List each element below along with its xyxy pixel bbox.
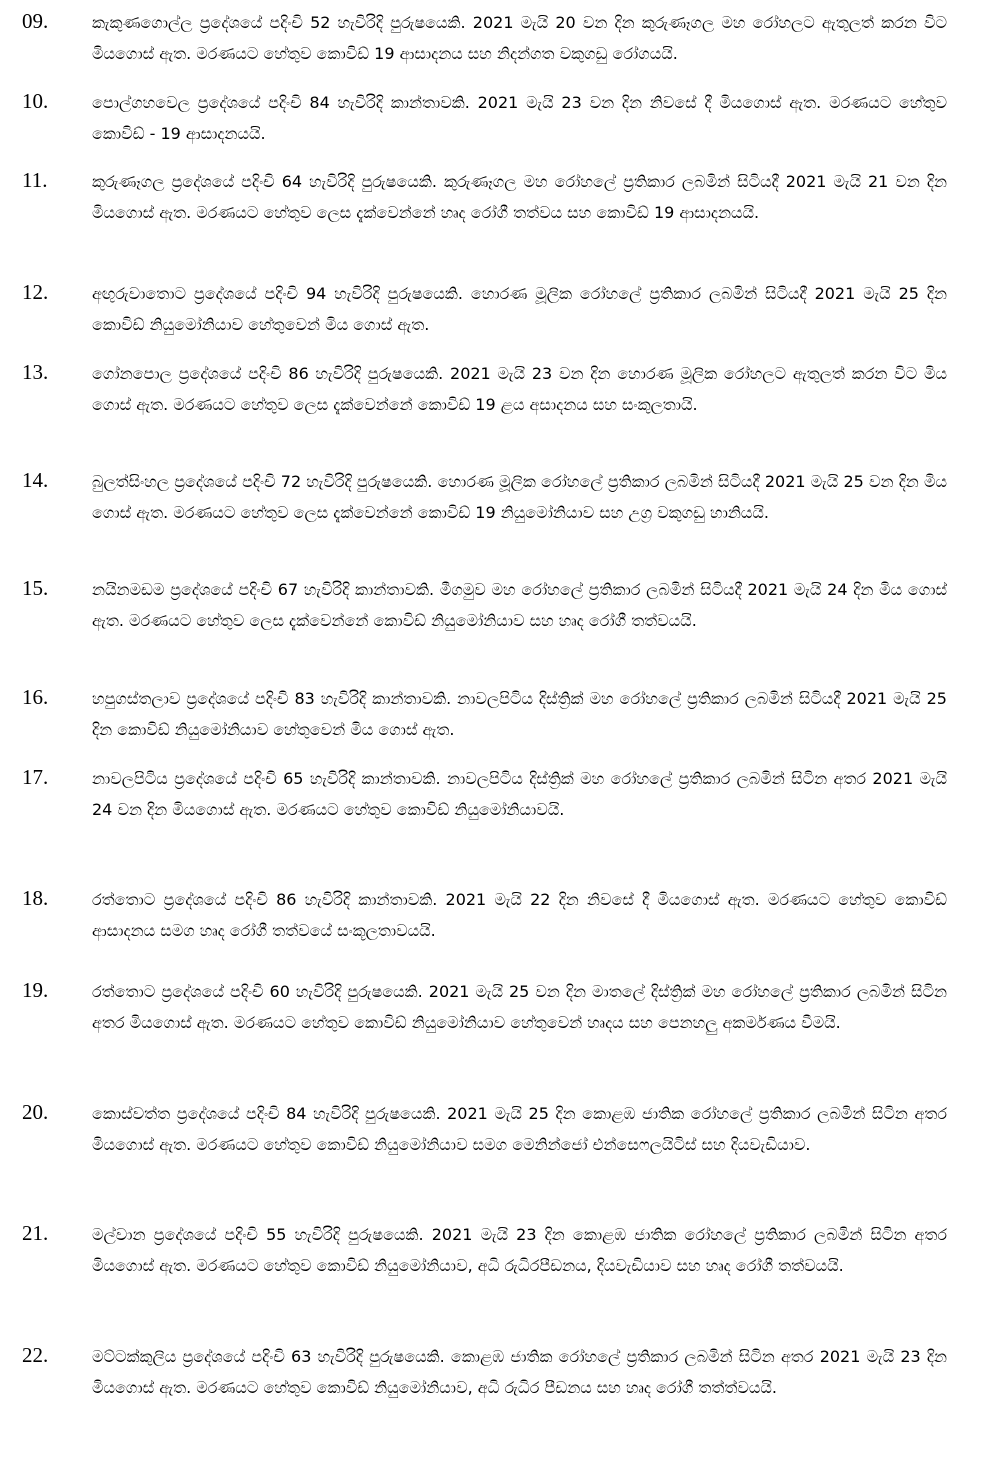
item-text: පොල්ගහවෙල ප්‍රදේශයේ පදිංචි 84 හැවිරිදි කාන්තාවකි. 2021 මැයි 23 වන දින නිවසේ දී මියගොස් ඇත. මරණයට හේතුව කොවිඩ් - 19 ආසාදනයයි. <box>92 93 947 143</box>
item-text: නයිනමඩම ප්‍රදේශයේ පදිංචි 67 හැවිරිදි කාන්තාවකි. මීගමුව මහ රෝහලේ ප්‍රතිකාර ලබමින් සිටියදී 2021 මැයි 24 දින මිය ගොස් ඇත. මරණයට හේතුව ලෙස දැක්වෙන්නේ කොවිඩ් නියුමෝනියාව සහ හෘද රෝගී තත්වයයි. <box>92 580 948 630</box>
item-text: කුරුණෑගල ප්‍රදේශයේ පදිංචි 64 හැවිරිදි පුරුෂයෙකි. කුරුණෑගල මහ රෝහලේ ප්‍රතිකාර ලබමින් සිටියදී 2021 මැයි 21 වන දින මියගොස් ඇත. මරණයට හේතුව ලෙස දැක්වෙන්නේ හෘද රෝගී තත්වය සහ කොවිඩ් 19 ආසාදනයයි. <box>92 172 947 222</box>
item-number: 16. <box>22 685 49 709</box>
item-text: නාවලපිටිය ප්‍රදේශයේ පදිංචි 65 හැවිරිදි කාන්තාවකි. නාවලපිටිය දිස්ත්‍රික් මහ රෝහලේ ප්‍රතිකාර ලබමින් සිටින අතර 2021 මැයි 24 වන දින මියගොස් ඇත. මරණයට හේතුව කොවිඩ් නියුමෝනියාවයි. <box>92 769 947 819</box>
item-number: 18. <box>22 886 49 910</box>
item-number: 09. <box>22 9 49 33</box>
item-number: 10. <box>22 89 49 113</box>
item-number: 11. <box>22 168 48 192</box>
item-number: 13. <box>22 360 49 384</box>
item-text: රත්තොට ප්‍රදේශයේ පදිංචි 86 හැවිරිදි කාන්තාවකි. 2021 මැයි 22 දින නිවසේ දී මියගොස් ඇත. මරණයට හේතුව කොවිඩ් ආසාදනය සමග හෘද රෝගී තත්වයේ සංකූලතාවයයි. <box>92 890 947 940</box>
item-number: 20. <box>22 1100 49 1124</box>
item-text: කැකුණගොල්ල ප්‍රදේශයේ පදිංචි 52 හැවිරිදි පුරුෂයෙකි. 2021 මැයි 20 වන දින කුරුණෑගල මහ රෝහලට ඇතුලත් කරන විට මියගොස් ඇත. මරණයට හේතුව කොවිඩ් 19 ආසාදනය සහ නිදන්ගත වකුගඩු රෝගයයි. <box>92 13 947 63</box>
item-text: ගෝනපොල ප්‍රදේශයේ පදිංචි 86 හැවිරිදි පුරුෂයෙකි. 2021 මැයි 23 වන දින හොරණ මූලික රෝහලට ඇතුලත් කරන විට මිය ගොස් ඇත. මරණයට හේතුව ලෙස දැක්වෙන්නේ කොවිඩ් 19 ළය අසාදනය සහ සංකුලතායි. <box>92 364 947 414</box>
item-number: 12. <box>22 280 49 304</box>
item-text: මට්ටක්කුලිය ප්‍රදේශයේ පදිංචි 63 හැවිරිදි පුරුෂයෙකි. කොළඹ ජාතික රෝහලේ ප්‍රතිකාර ලබමින් සිටින අතර 2021 මැයි 23 දින මියගොස් ඇත. මරණයට හේතුව කොවිඩ් නියුමෝනියාව, අධි රුධිර පීඩනය සහ හෘද රෝගී තත්ත්වයයි. <box>92 1347 947 1397</box>
item-number: 17. <box>22 765 49 789</box>
item-text: රත්තොට ප්‍රදේශයේ පදිංචි 60 හැවිරිදි පුරුෂයෙකි. 2021 මැයි 25 වන දින මාතලේ දිස්ත්‍රික් මහ රෝහලේ ප්‍රතිකාර ලබමින් සිටින අතර මියගොස් ඇත. මරණයට හේතුව කොවිඩ් නියුමෝනියාව හේතුවෙන් හෘදය සහ පෙනහලු අකර්මණය වීමයි. <box>92 982 947 1032</box>
item-text: බුලත්සිංහල ප්‍රදේශයේ පදිංචි 72 හැවිරිදි පුරුෂයෙකි. හොරණ මූලික රෝහලේ ප්‍රතිකාර ලබමින් සිටියදී 2021 මැයි 25 වන දින මිය ගොස් ඇත. මරණයට හේතුව ලෙස දැක්වෙන්නේ කොවිඩ් 19 නියුමෝනියාව සහ උග්‍ර වකුගඩු හානියයි. <box>92 472 947 522</box>
item-number: 22. <box>22 1343 49 1367</box>
item-number: 15. <box>22 576 49 600</box>
item-text: මල්වාන ප්‍රදේශයේ පදිංචි 55 හැවිරිදි පුරුෂයෙකි. 2021 මැයි 23 දින කොළඹ ජාතික රෝහලේ ප්‍රතිකාර ලබමින් සිටින අතර මියගොස් ඇත. මරණයට හේතුව කොවිඩ් නියුමෝනියාව, අධි රුධිරපීඩනය, දියවැඩියාව සහ හෘද රෝගී තත්වයයි. <box>92 1225 947 1275</box>
item-text: හපුගස්තලාව ප්‍රදේශයේ පදිංචි 83 හැවිරිදි කාන්තාවකි. නාවලපිටිය දිස්ත්‍රික් මහ රෝහලේ ප්‍රතිකාර ලබමින් සිටියදී 2021 මැයි 25 දින කොවිඩ් නියුමෝනියාව හේතුවෙන් මිය ගොස් ඇත. <box>92 689 947 739</box>
item-number: 21. <box>22 1221 49 1245</box>
item-number: 19. <box>22 978 49 1002</box>
item-text: කොස්වත්ත ප්‍රදේශයේ පදිංචි 84 හැවිරිදි පුරුෂයෙකි. 2021 මැයි 25 දින කොළඹ ජාතික රෝහලේ ප්‍රතිකාර ලබමින් සිටින අතර මියගොස් ඇත. මරණයට හේතුව කොවිඩ් නියුමෝනියාව සමග මෙනින්ජෝ එන්සෙෆලයිටිස් සහ දියවැඩියාව. <box>92 1104 947 1154</box>
item-text: අඟුරුවාතොට ප්‍රදේශයේ පදිංචි 94 හැවිරිදි පුරුෂයෙකි. හොරණ මූලික රෝහලේ ප්‍රතිකාර ලබමින් සිටියදී 2021 මැයි 25 දින කොවිඩ් නියුමෝනියාව හේතුවෙන් මිය ගොස් ඇත. <box>92 284 947 334</box>
item-number: 14. <box>22 468 49 492</box>
